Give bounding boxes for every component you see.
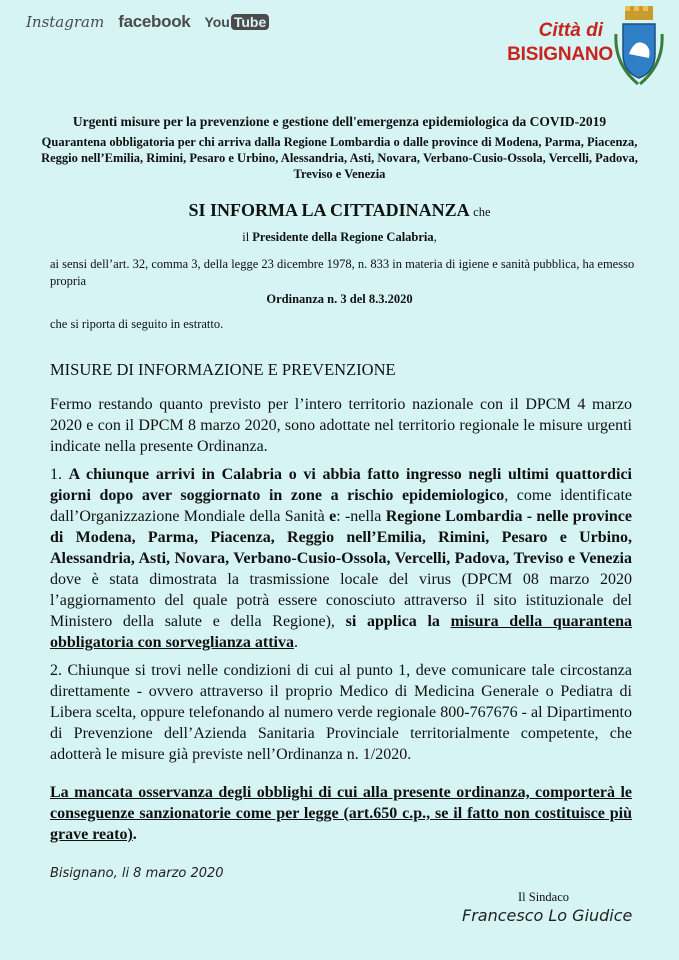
- presidente-name: Presidente della Regione Calabria: [252, 230, 434, 244]
- youtube-logo-tube: Tube: [231, 14, 269, 30]
- p2-bold1: A chiunque arrivi in Calabria o vi abbia fatto ingresso negli ultimi quattordici giorni dopo aver soggiornato in zone a rischio epidemiologico: [50, 466, 632, 504]
- p2-bold-e: e: [329, 508, 337, 525]
- instagram-logo: Instagram: [26, 13, 105, 31]
- youtube-logo-you: You: [204, 14, 230, 30]
- city-logo-line1: Città di: [538, 20, 603, 41]
- sindaco-signature: Francesco Lo Giudice: [462, 906, 633, 925]
- city-logo-line2: BISIGNANO: [507, 44, 613, 65]
- p2-quarantine-measure: misura della quarantena obbligatoria con sorveglianza attiva: [50, 613, 633, 651]
- paragraph-point-1: [50, 464, 632, 653]
- presidente-il: il: [242, 230, 250, 244]
- coat-of-arms-icon: [613, 4, 665, 90]
- p2-bold3: si applica la: [345, 613, 451, 630]
- presidente-comma: ,: [433, 230, 437, 244]
- estratto-text: che si riporta di seguito in estratto.: [50, 317, 224, 331]
- document-title: Urgenti misure per la prevenzione e gestione dell'emergenza epidemiologica da COVID-2019: [72, 114, 607, 129]
- youtube-logo: [204, 14, 269, 30]
- sanctions-end: .: [132, 826, 137, 843]
- informa-heading: [0, 200, 679, 221]
- p2-t2: : -nella: [336, 508, 386, 525]
- document-subtitle: Quarantena obbligatoria per chi arriva dalla Regione Lombardia o dalle province di Modena, Parma, Piacenza, Reggio nell’Emilia, Rimini, Pesaro e Urbino, Alessandria, Asti, Novara, Verbano-Cusio-Ossola, Vercelli, Padova, Treviso e Venezia: [41, 135, 638, 181]
- sanctions-text: La mancata osservanza degli obblighi di cui alla presente ordinanza, comporterà le conseguenze sanzionatorie come per legge (art.650 c.p., se il fatto non costituisce più grave reato): [50, 784, 632, 843]
- p2-bold2: Regione Lombardia - nelle province di Modena, Parma, Piacenza, Reggio nell’Emilia, Rimini, Pesaro e Urbino, Alessandria, Asti, Novara, Verbano-Cusio-Ossola, Vercelli, Padova, Treviso e Venezia: [50, 508, 632, 567]
- paragraph-intro: Fermo restando quanto previsto per l’intero territorio nazionale con il DPCM 4 marzo 2020 e con il DPCM 8 marzo 2020, sono adottate nel territorio regionale le misure urgenti indicate nella presente Ordinanza.: [50, 396, 632, 455]
- p2-t1: , come identificate dall’Organizzazione Mondiale della Sanità: [50, 487, 632, 525]
- place-date: Bisignano, li 8 marzo 2020: [50, 866, 224, 881]
- sindaco-label: Il Sindaco: [518, 890, 570, 904]
- p2-num: 1.: [50, 466, 69, 483]
- p2-t3: dove è stata dimostrata la trasmissione locale del virus (DPCM 08 marzo 2020 l’aggiornamento del quale potrà essere conosciuto attraverso il sito istituzionale del Ministero della salute e della Regione),: [50, 571, 632, 630]
- p2-end: .: [293, 634, 298, 651]
- informa-che: che: [473, 205, 491, 219]
- social-links: [26, 12, 269, 32]
- legal-basis-text: ai sensi dell’art. 32, comma 3, della legge 23 dicembre 1978, n. 833 in materia di igiene e sanità pubblica, ha emesso propria: [50, 257, 635, 288]
- ordinanza-title: Ordinanza n. 3 del 8.3.2020: [266, 292, 413, 306]
- paragraph-sanctions: [50, 782, 632, 845]
- city-logo: [495, 4, 665, 90]
- presidente-line: [0, 230, 679, 245]
- informa-text: SI INFORMA LA CITTADINANZA: [188, 200, 469, 220]
- facebook-logo: facebook: [118, 12, 191, 31]
- paragraph-point-2: 2. Chiunque si trovi nelle condizioni di cui al punto 1, deve comunicare tale circostanza direttamente - ovvero attraverso il proprio Medico di Medicina Generale o Pediatra di Libera scelta, oppure telefonando al numero verde regionale 800-767676 - al Dipartimento di Prevenzione dell’Azienda Sanitaria Provinciale territorialmente competente, che adotterà le misure già previste nell’Ordinanza n. 1/2020.: [50, 662, 632, 763]
- section-heading: MISURE DI INFORMAZIONE E PREVENZIONE: [50, 360, 396, 379]
